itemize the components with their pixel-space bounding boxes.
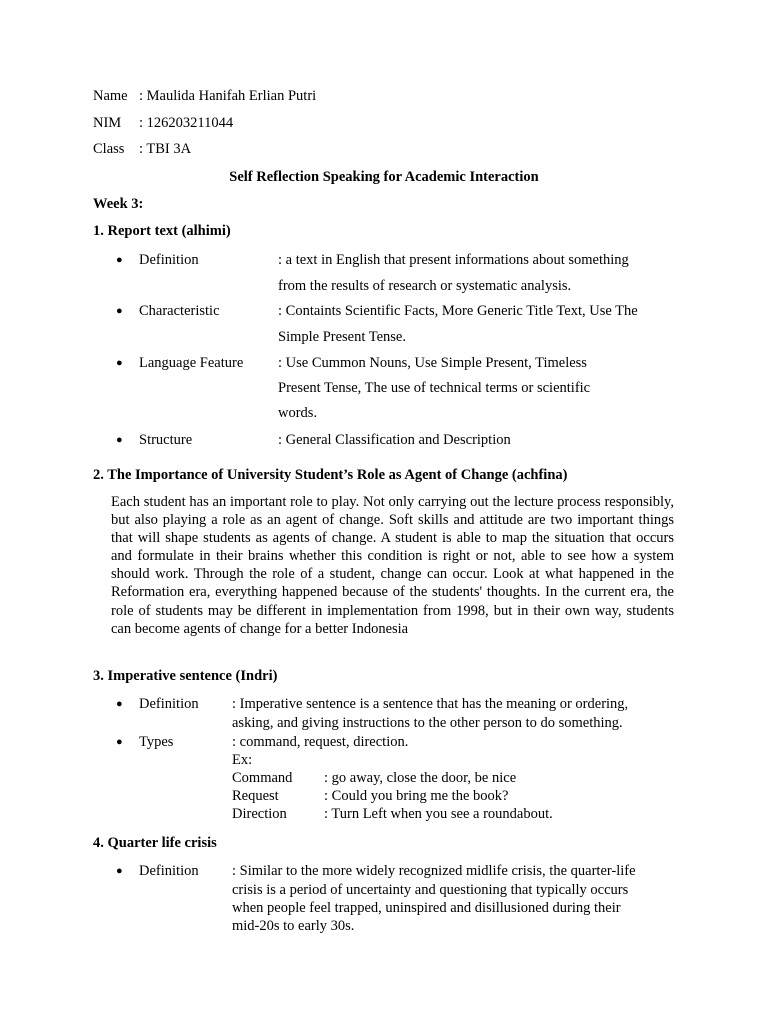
bullet-icon: ● [116, 305, 123, 317]
section-2-paragraph: Each student has an important role to play. Not only carrying out the lecture process responsibly, but also playing a role as an agent of change. Soft skills and attitude are two important things that will shape students as agents of change. A student is able to map the situation that occurs and formulate in their brains whether this condition is right or not, able to see how a system should work. Through the role of a student, change can occur. Look at what happened in the Reformation era, everything happened because of the students' thoughts. In the current era, the role of students may be different in implementation from 1998, but in their own way, students can become agents of change for a better Indonesia [111, 494, 674, 637]
class-label: Class [93, 141, 125, 157]
bullet-icon: ● [116, 736, 123, 748]
s1-item-label: Definition [139, 252, 199, 268]
bullet-icon: ● [116, 865, 123, 877]
s4-definition-text: crisis is a period of uncertainty and questioning that typically occurs [232, 882, 629, 898]
bullet-icon: ● [116, 434, 123, 446]
section-3-heading: 3. Imperative sentence (Indri) [93, 668, 278, 684]
s1-item-text: : Containts Scientific Facts, More Generic Title Text, Use The [278, 303, 638, 319]
s4-definition-text: mid-20s to early 30s. [232, 918, 355, 934]
s4-definition-text: when people feel trapped, uninspired and disillusioned during their [232, 900, 621, 916]
s3-example-label: Direction [232, 806, 287, 822]
section-2-heading: 2. The Importance of University Student’s Role as Agent of Change (achfina) [93, 467, 568, 483]
bullet-icon: ● [116, 698, 123, 710]
s1-item-label: Structure [139, 432, 193, 448]
s3-example-value: : go away, close the door, be nice [324, 770, 517, 786]
s3-definition-label: Definition [139, 696, 199, 712]
s1-item-text: Present Tense, The use of technical terms or scientific [278, 380, 591, 396]
s1-item-text: : General Classification and Description [278, 432, 511, 448]
document-title: Self Reflection Speaking for Academic Interaction [229, 169, 539, 185]
nim-label: NIM [93, 115, 122, 131]
week-heading: Week 3: [93, 196, 144, 212]
name-value: : Maulida Hanifah Erlian Putri [139, 88, 317, 104]
s4-definition-text: : Similar to the more widely recognized midlife crisis, the quarter-life [232, 863, 636, 879]
s1-item-text: Simple Present Tense. [278, 329, 406, 345]
s4-definition-label: Definition [139, 863, 199, 879]
s3-types-label: Types [139, 734, 174, 750]
section-1-heading: 1. Report text (alhimi) [93, 223, 231, 239]
s3-example-value: : Turn Left when you see a roundabout. [324, 806, 553, 822]
s3-example-value: : Could you bring me the book? [324, 788, 509, 804]
s3-example-label: Command [232, 770, 293, 786]
s1-item-text: : a text in English that present informations about something [278, 252, 629, 268]
section-4-heading: 4. Quarter life crisis [93, 835, 217, 851]
s1-item-text: from the results of research or systematic analysis. [278, 278, 572, 294]
s3-ex-label: Ex: [232, 752, 253, 768]
s3-types-value: : command, request, direction. [232, 734, 409, 750]
s3-example-label: Request [232, 788, 279, 804]
s1-item-text: words. [278, 405, 318, 421]
name-label: Name [93, 88, 128, 104]
nim-value: : 126203211044 [139, 115, 234, 131]
s3-definition-text: : Imperative sentence is a sentence that has the meaning or ordering, [232, 696, 629, 712]
bullet-icon: ● [116, 254, 123, 266]
s1-item-label: Language Feature [139, 355, 244, 371]
s1-item-label: Characteristic [139, 303, 220, 319]
s1-item-text: : Use Cummon Nouns, Use Simple Present, Timeless [278, 355, 587, 371]
bullet-icon: ● [116, 357, 123, 369]
class-value: : TBI 3A [139, 141, 192, 157]
s3-definition-text: asking, and giving instructions to the other person to do something. [232, 715, 623, 731]
